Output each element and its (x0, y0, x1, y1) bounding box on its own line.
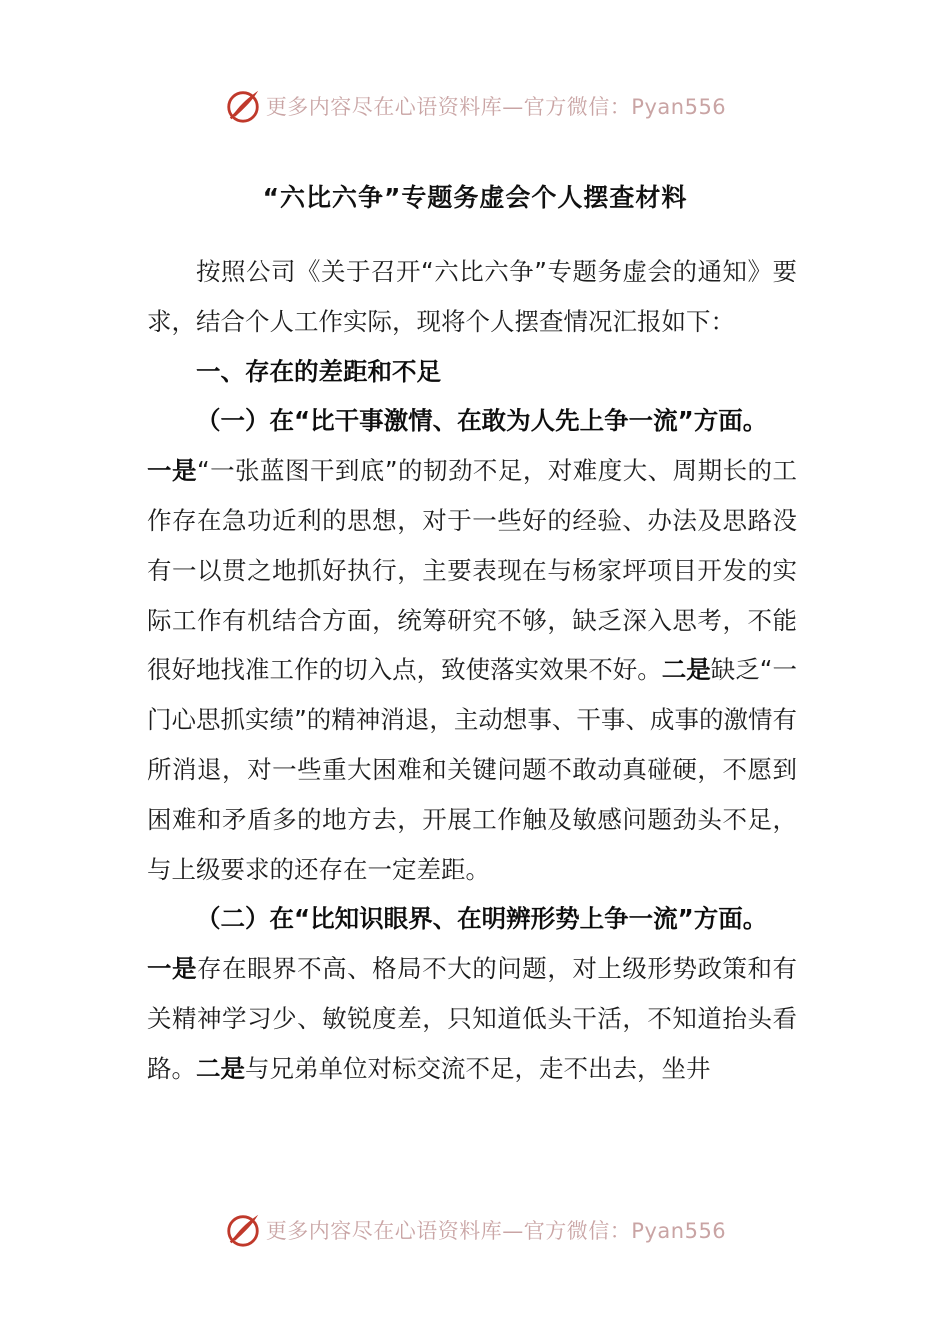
point-label: 一是 (147, 954, 198, 984)
point-label: 二是 (196, 1053, 245, 1083)
point-text: 与兄弟单位对标交流不足，走不出去，坐井 (245, 1053, 711, 1083)
watermark-text: 更多内容尽在心语资料库—官方微信：Pyan556 (265, 1219, 727, 1243)
point-text: 存在眼界不高、格局不大的问题，对上级形势政策和有关精神学习少、敏锐度差，只知道低头干活，不知道抬头看路。 (147, 954, 798, 1083)
watermark-text: 更多内容尽在心语资料库—官方微信：Pyan556 (265, 95, 727, 119)
section-heading: 一、存在的差距和不足 (196, 356, 441, 386)
point-text: 缺乏“一门心思抓实绩”的精神消退，主动想事、干事、成事的激情有所消退，对一些重大困难和关键问题不敢动真碰硬，不愿到困难和矛盾多的地方去，开展工作触及敏感问题劲头不足，与上级要求的还存在一定差距。 (147, 655, 798, 884)
point-label: 一是 (147, 456, 197, 486)
quill-logo-icon (224, 1211, 262, 1249)
point-text: “一张蓝图干到底”的韧劲不足，对难度大、周期长的工作存在急功近利的思想，对于一些好的经验、办法及思路没有一以贯之地抓好执行，主要表现在与杨家坪项目开发的实际工作有机结合方面，统筹研究不够，缺乏深入思考，不能很好地找准工作的切入点，致使落实效果不好。 (147, 456, 797, 685)
intro-paragraph: 按照公司《关于召开“六比六争”专题务虚会的通知》要求，结合个人工作实际，现将个人摆查情况汇报如下： (147, 257, 797, 336)
point-label: 二是 (661, 655, 711, 685)
subsection-1-paragraph (147, 446, 797, 894)
subsection-2-paragraph (147, 944, 797, 1093)
watermark-banner-bottom (0, 1208, 950, 1252)
subsection-heading-2: （二）在“比知识眼界、在明辨形势上争一流”方面。 (196, 904, 768, 934)
document-body (147, 247, 797, 1094)
subsection-heading-1: （一）在“比干事激情、在敢为人先上争一流”方面。 (196, 406, 768, 436)
document-title: “六比六争”专题务虚会个人摆查材料 (262, 183, 688, 212)
quill-logo-icon (224, 87, 262, 125)
watermark-banner-top (0, 84, 950, 128)
